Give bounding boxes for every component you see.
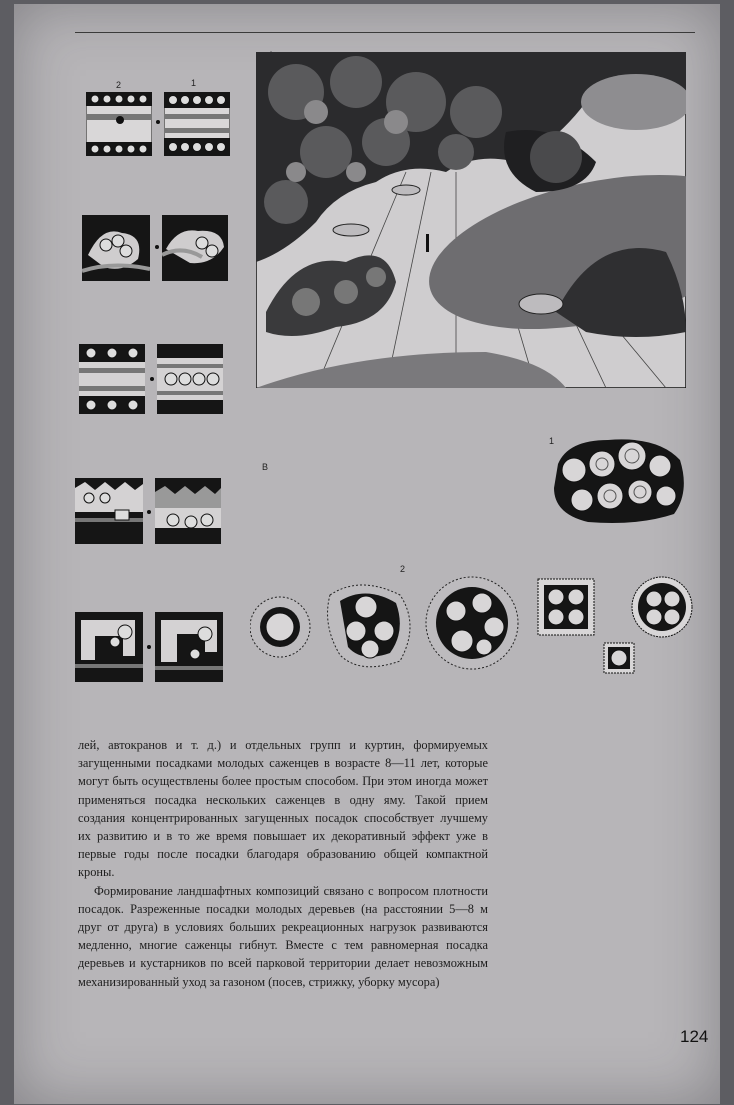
separator-dot	[155, 245, 159, 249]
planting-scheme-pair-3	[79, 344, 225, 416]
scheme-zigzag-1	[75, 478, 143, 544]
planting-scheme-pair-1	[86, 92, 230, 158]
paragraph-1: лей, автокранов и т. д.) и отдельных групп и куртин, формируемых загущенными посадками молодых саженцев в возрасте 8—11 лет, которые могут быть осуществлены более простым способом. При этом иногда может применяться посадка нескольких саженцев в одну яму. Такой прием создания концентрированных загущенных посадок способствует лучшему их развитию и в то же время повышает их декоративный эффект уже в первые годы после посадки благодаря образованию общей компактной кроны.	[78, 738, 488, 880]
scheme-strips-thin	[86, 92, 152, 156]
planting-scheme-pair-2	[82, 215, 228, 283]
separator-dot	[150, 377, 154, 381]
plan-label-1: 1	[549, 436, 555, 446]
scheme-enclosure-2	[155, 612, 223, 682]
separator-dot	[156, 120, 160, 124]
planting-scheme-pair-4	[75, 478, 221, 548]
header-rule	[75, 32, 695, 33]
scheme-cluster-2	[162, 215, 228, 281]
pair-label-1: 1	[191, 78, 197, 88]
park-perspective-illustration	[256, 52, 686, 388]
planting-scheme-pair-5	[75, 612, 225, 684]
body-text	[78, 736, 488, 991]
separator-dot	[147, 645, 151, 649]
page-number: 124	[680, 1027, 709, 1046]
tree-group-plan-1	[548, 434, 690, 526]
plan-label-2: 2	[400, 564, 406, 574]
tree-group-plan-2	[250, 575, 700, 675]
scheme-cluster-1	[82, 215, 150, 281]
scheme-zigzag-2	[155, 478, 221, 544]
separator-dot	[147, 510, 151, 514]
scheme-rows-1	[79, 344, 145, 414]
pair-label-2: 2	[116, 80, 122, 90]
figure-label-b: В	[262, 462, 269, 472]
paragraph-2: Формирование ландшафтных композиций связано с вопросом плотности посадок. Разреженные посадки молодых деревьев (на расстоянии 5—8 м друг от друга) в условиях больших рекреационных нагрузок развиваются медленно, многие саженцы гибнут. Вместе с тем равномерная посадка деревьев и кустарников по всей парковой территории делает невозможным механизированный уход за газоном (посев, стрижку, уборку мусора)	[78, 883, 488, 989]
scheme-rows-2	[157, 344, 223, 414]
scheme-enclosure-1	[75, 612, 143, 682]
scheme-strips-dense	[164, 92, 230, 156]
